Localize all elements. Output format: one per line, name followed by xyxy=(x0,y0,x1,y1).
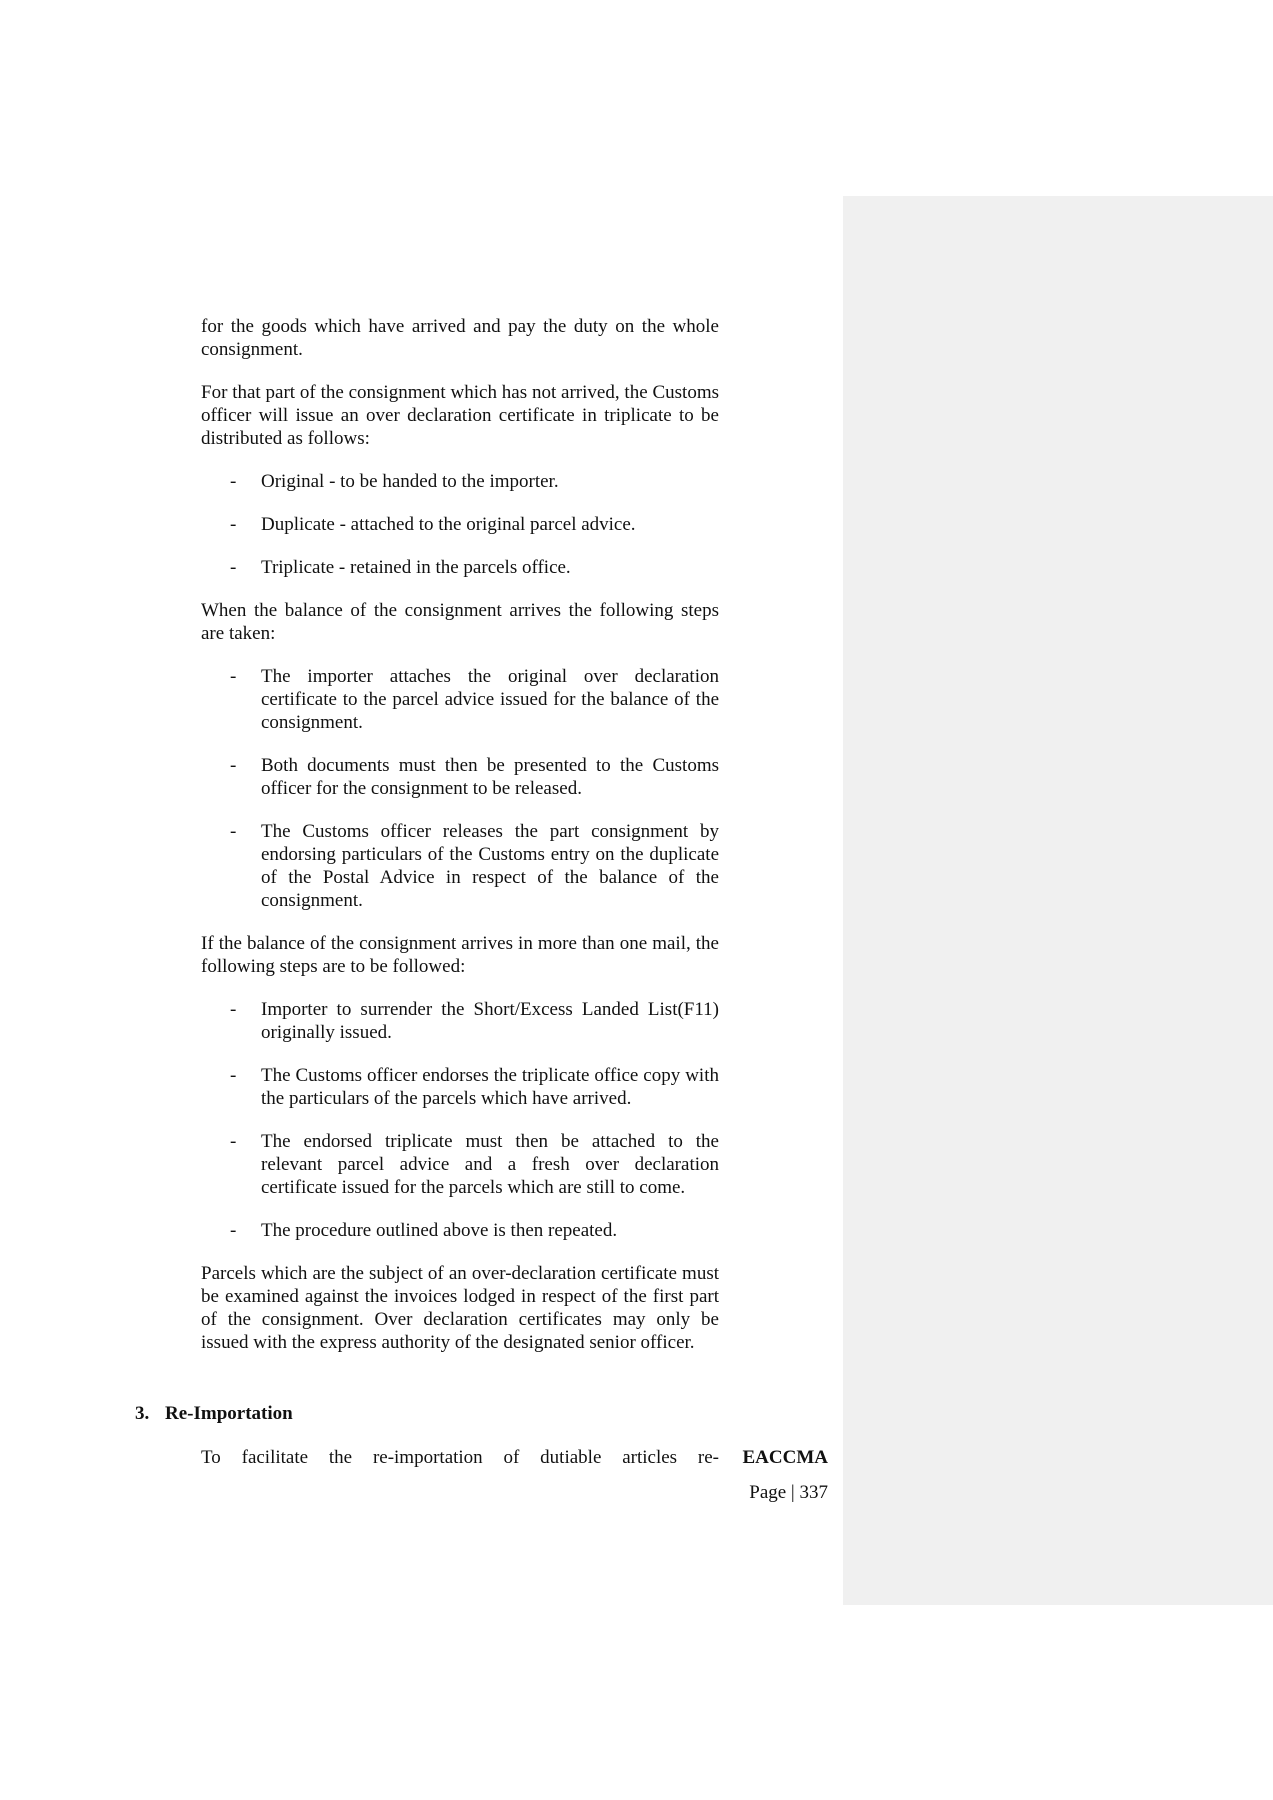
section-title: Re-Importation xyxy=(165,1403,293,1424)
bullet-dash: - xyxy=(230,1220,237,1241)
bullet-dash: - xyxy=(230,514,237,535)
section-heading xyxy=(135,1402,293,1425)
multi-mail-steps-list xyxy=(201,998,719,1242)
paragraph: for the goods which have arrived and pay the duty on the whole consignment. xyxy=(201,316,719,360)
bullet-dash: - xyxy=(230,471,237,492)
list-item xyxy=(201,470,719,493)
list-item xyxy=(201,820,719,912)
list-item xyxy=(201,665,719,734)
balance-steps-list xyxy=(201,665,719,912)
list-item-text: Importer to surrender the Short/Excess Landed List(F11) originally issued. xyxy=(261,999,719,1043)
distribution-list xyxy=(201,470,719,579)
list-item xyxy=(201,556,719,579)
list-item xyxy=(201,1219,719,1242)
paragraph: When the balance of the consignment arrives the following steps are taken: xyxy=(201,600,719,644)
footer-organization: EACCMA xyxy=(742,1447,828,1468)
bullet-dash: - xyxy=(230,557,237,578)
list-item-text: The Customs officer endorses the triplicate office copy with the particulars of the parcels which have arrived. xyxy=(261,1065,719,1109)
list-item-text: Original - to be handed to the importer. xyxy=(261,471,559,492)
bullet-dash: - xyxy=(230,755,237,776)
section-number: 3. xyxy=(135,1403,150,1424)
comment-pane xyxy=(843,196,1273,1605)
paragraph: If the balance of the consignment arrives in more than one mail, the following steps are to be followed: xyxy=(201,933,719,977)
list-item-text: The importer attaches the original over declaration certificate to the parcel advice issued for the balance of the consignment. xyxy=(261,666,719,733)
section-first-line: To facilitate the re-importation of dutiable articles re- xyxy=(201,1447,719,1468)
list-item-text: The Customs officer releases the part consignment by endorsing particulars of the Customs entry on the duplicate of the Postal Advice in respect of the balance of the consignment. xyxy=(261,821,719,911)
bullet-dash: - xyxy=(230,999,237,1020)
page-number: Page | 337 xyxy=(749,1482,828,1503)
paragraph: For that part of the consignment which has not arrived, the Customs officer will issue an over declaration certificate in triplicate to be distributed as follows: xyxy=(201,382,719,449)
list-item-text: Duplicate - attached to the original parcel advice. xyxy=(261,514,636,535)
list-item xyxy=(201,1064,719,1110)
paragraph: Parcels which are the subject of an over-declaration certificate must be examined against the invoices lodged in respect of the first part of the consignment. Over declaration certificates may only be issued with the express authority of the designated senior officer. xyxy=(201,1263,719,1353)
list-item xyxy=(201,513,719,536)
bullet-dash: - xyxy=(230,1065,237,1086)
list-item xyxy=(201,998,719,1044)
bullet-dash: - xyxy=(230,821,237,842)
bullet-dash: - xyxy=(230,1131,237,1152)
list-item-text: The endorsed triplicate must then be attached to the relevant parcel advice and a fresh over declaration certificate issued for the parcels which are still to come. xyxy=(261,1131,719,1198)
list-item-text: The procedure outlined above is then repeated. xyxy=(261,1220,618,1241)
list-item-text: Both documents must then be presented to the Customs officer for the consignment to be released. xyxy=(261,755,719,799)
bullet-dash: - xyxy=(230,666,237,687)
list-item xyxy=(201,1130,719,1199)
document-body xyxy=(201,315,719,1374)
list-item xyxy=(201,754,719,800)
list-item-text: Triplicate - retained in the parcels office. xyxy=(261,557,571,578)
